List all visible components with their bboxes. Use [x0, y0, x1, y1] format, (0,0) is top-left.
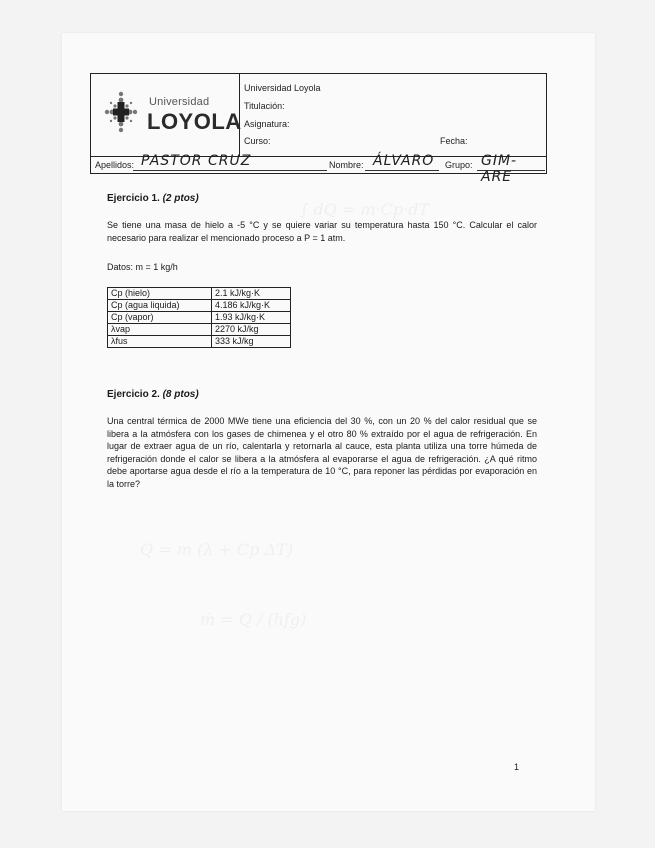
exercise-2-label: Ejercicio 2.	[107, 389, 160, 400]
logo-cross-icon	[103, 90, 139, 134]
apellidos-label: Apellidos:	[95, 160, 135, 170]
exam-header	[90, 73, 547, 157]
exercise-2-text: Una central térmica de 2000 MWe tiene una eficiencia del 30 %, con un 20 % del calor residual que se libera a la atmósfera con los gases de chimenea y el otro 80 % extraído por el agua de refrigeración. En lugar de extraer agua de un río, calentarla y retornarla al cauce, esta planta utiliza una torre húmeda de refrigeración donde el calor se libera a la atmósfera al evaporarse el agua de refrigeración. ¿A qué ritmo debe aportarse agua desde el río a la temperatura de 10 °C, para reponer las pérdidas por evaporación en la torre?	[107, 416, 537, 489]
table-row	[108, 336, 291, 348]
show-through-marks: ṁ = Q / (hfg)	[200, 610, 307, 629]
logo-name-text: LOYOLA	[147, 109, 242, 134]
logo-university-text: Universidad	[149, 96, 210, 108]
exercise-1-title	[107, 193, 199, 204]
exercise-1-data: Datos: m = 1 kg/h	[107, 262, 178, 272]
show-through-marks: ∫ dQ = m·Cp·dT	[300, 200, 430, 219]
asignatura-label: Asignatura:	[244, 119, 290, 129]
show-through-marks: Q = m (λ + Cp ΔT)	[140, 540, 293, 559]
university-name: Universidad Loyola	[244, 83, 321, 93]
apellidos-line	[133, 170, 327, 171]
apellidos-value: PASTOR CRUZ	[141, 153, 252, 169]
table-cell: 4.186 kJ/kg·K	[212, 300, 291, 312]
table-cell: λvap	[108, 324, 212, 336]
table-cell: 333 kJ/kg	[212, 336, 291, 348]
table-cell: 2270 kJ/kg	[212, 324, 291, 336]
table-row	[108, 312, 291, 324]
titulacion-label: Titulación:	[244, 101, 285, 111]
table-row	[108, 288, 291, 300]
properties-table	[107, 287, 291, 348]
nombre-line	[365, 170, 439, 171]
table-cell: Cp (vapor)	[108, 312, 212, 324]
table-row	[108, 300, 291, 312]
university-logo	[91, 74, 240, 156]
grupo-value: GIM-ARE	[481, 153, 518, 185]
table-cell: 2.1 kJ/kg·K	[212, 288, 291, 300]
table-cell: λfus	[108, 336, 212, 348]
nombre-value: ÁLVARO	[373, 153, 435, 169]
table-row	[108, 324, 291, 336]
exercise-1-points: (2 ptos)	[162, 193, 199, 204]
exercise-1-label: Ejercicio 1.	[107, 193, 160, 204]
table-cell: Cp (hielo)	[108, 288, 212, 300]
exercise-2-points: (8 ptos)	[162, 389, 199, 400]
nombre-label: Nombre:	[329, 160, 364, 170]
table-cell: 1.93 kJ/kg·K	[212, 312, 291, 324]
student-info-row	[90, 153, 547, 185]
fecha-label: Fecha:	[440, 136, 468, 146]
exercise-2-title	[107, 389, 199, 400]
exercise-1-text: Se tiene una masa de hielo a -5 °C y se quiere variar su temperatura hasta 150 °C. Calcular el calor necesario para realizar el mencionado proceso a P = 1 atm.	[107, 220, 537, 243]
grupo-label: Grupo:	[445, 160, 473, 170]
table-cell: Cp (agua liquida)	[108, 300, 212, 312]
exam-info	[244, 74, 546, 156]
page-number: 1	[514, 762, 520, 772]
curso-label: Curso:	[244, 136, 271, 146]
